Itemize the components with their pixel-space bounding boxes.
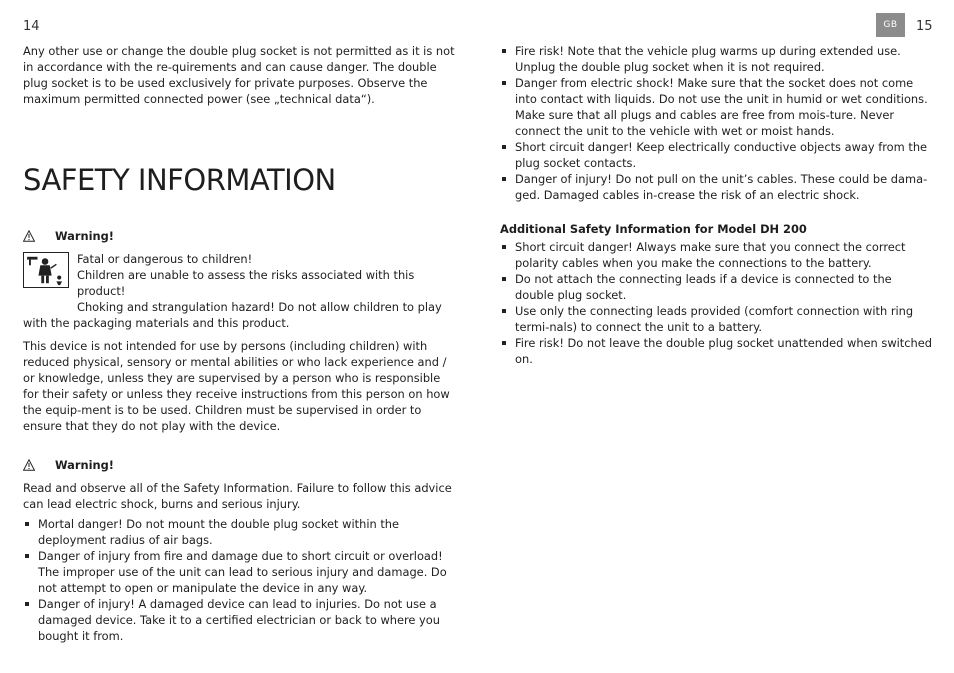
dh200-subheading: Additional Safety Information for Model DH 200 (500, 222, 807, 236)
warning-label: Warning! (55, 458, 114, 472)
list-item: Danger of injury from fire and damage due to short circuit or overload! The improper use of the unit can lead to serious injury and damage. Do not attempt to open or manipulate the device in any way. (23, 548, 455, 596)
left-column (23, 43, 455, 644)
page-title: SAFETY INFORMATION (23, 163, 336, 197)
language-tab: GB (876, 13, 905, 37)
left-bullet-list (23, 516, 455, 644)
child-hazard-pictogram-icon (23, 252, 69, 288)
right-bullet-list (500, 43, 932, 203)
list-item: Fire risk! Do not leave the double plug socket unattended when switched on. (500, 335, 932, 367)
warning-label: Warning! (55, 229, 114, 243)
list-item: Fire risk! Note that the vehicle plug warms up during extended use. Unplug the double plug socket when it is not required. (500, 43, 932, 75)
warning-triangle-icon (23, 230, 35, 242)
child-warning-tail: with the packaging materials and this product. (23, 316, 290, 330)
list-item: Danger of injury! A damaged device can lead to injuries. Do not use a damaged device. Take it to a certified electrician or back to where you bought it from. (23, 596, 455, 644)
list-item: Mortal danger! Do not mount the double plug socket within the deployment radius of air bags. (23, 516, 455, 548)
list-item: Danger of injury! Do not pull on the unit’s cables. These could be dama-ged. Damaged cables in-crease the risk of an electric shock. (500, 171, 932, 203)
child-warning-line: Choking and strangulation hazard! Do not allow children to play (77, 300, 442, 314)
list-item: Do not attach the connecting leads if a device is connected to the double plug socket. (500, 271, 932, 303)
warning-heading-2 (23, 457, 455, 473)
child-warning-line: Children are unable to assess the risks associated with this product! (77, 268, 415, 298)
child-warning-line: Fatal or dangerous to children! (77, 252, 253, 266)
list-item: Danger from electric shock! Make sure that the socket does not come into contact with liquids. Do not use the unit in humid or wet conditions. Make sure that all plugs and cables are free from mois-ture. Never connect the unit to the vehicle with wet or moist hands. (500, 75, 932, 139)
warning-heading-1 (23, 228, 455, 244)
right-column (500, 43, 932, 367)
page-number-right: 15 (916, 19, 933, 34)
warning-lead-paragraph: Read and observe all of the Safety Information. Failure to follow this advice can lead electric shock, burns and serious injury. (23, 481, 452, 511)
intro-paragraph: Any other use or change the double plug socket is not permitted as it is not in accordance with the re-quirements and can cause danger. The double plug socket is to be used exclusively for private purposes. Observe the maximum permitted connected power (see „technical data“). (23, 44, 455, 106)
warning-triangle-icon (23, 459, 35, 471)
list-item: Use only the connecting leads provided (comfort connection with ring termi-nals) to connect the unit to a battery. (500, 303, 932, 335)
list-item: Short circuit danger! Keep electrically conductive objects away from the plug socket contacts. (500, 139, 932, 171)
dh200-bullet-list (500, 239, 932, 367)
supervision-paragraph: This device is not intended for use by persons (including children) with reduced physical, sensory or mental abilities or who lack experience and / or knowledge, unless they are supervised by a person who is responsible for their safety or unless they receive instructions from this person on how the equip-ment is to be used. Children must be supervised in order to ensure that they do not play with the device. (23, 339, 450, 433)
page-number-left: 14 (23, 19, 40, 34)
list-item: Short circuit danger! Always make sure that you connect the correct polarity cables when you make the connections to the battery. (500, 239, 932, 271)
child-warning-block (23, 251, 455, 331)
